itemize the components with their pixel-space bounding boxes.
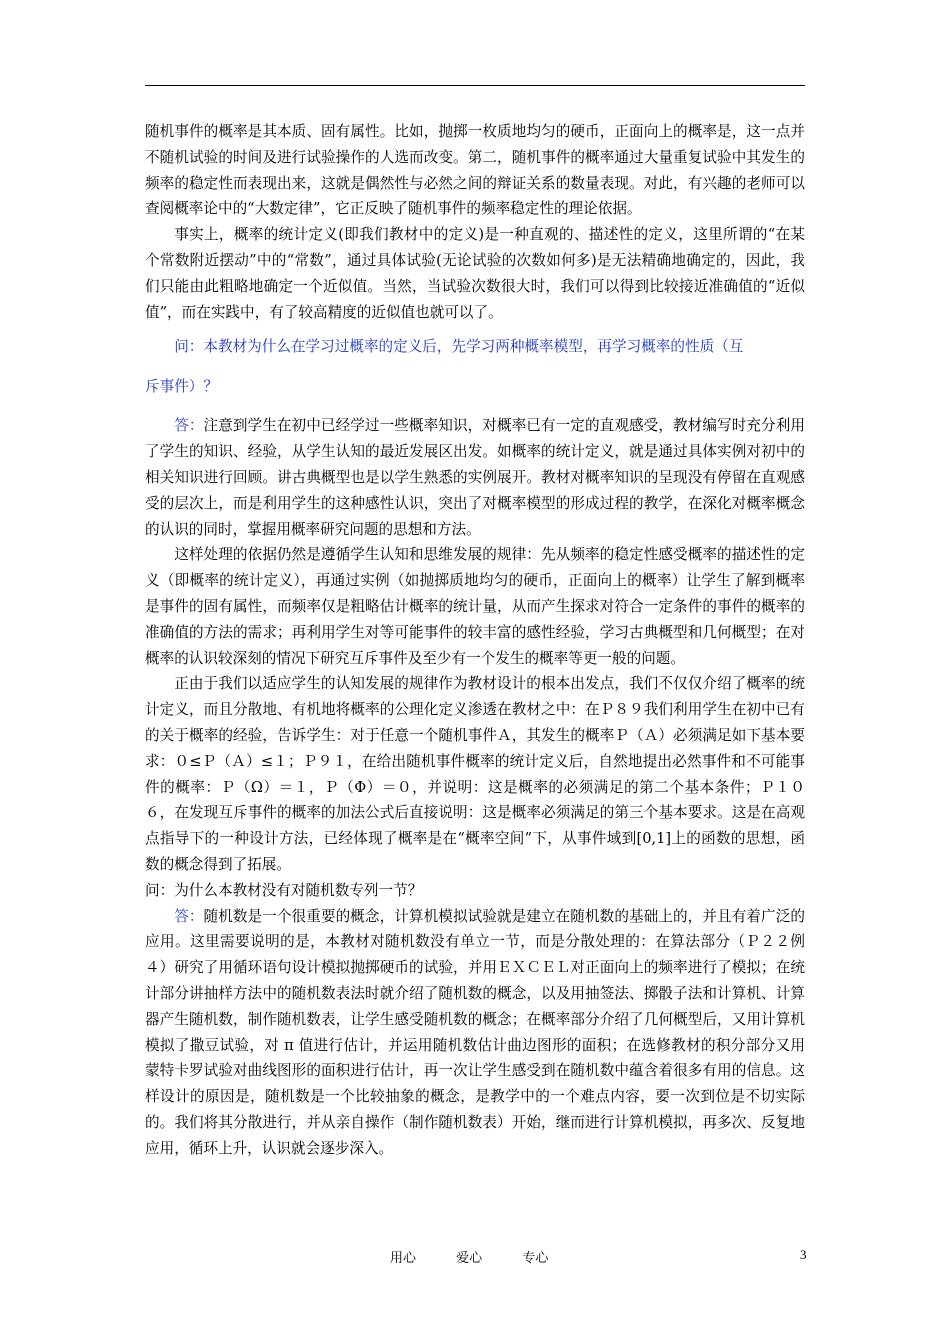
document-body <box>145 119 805 1161</box>
answer-2 <box>145 904 805 1162</box>
page-number: 3 <box>800 1247 807 1262</box>
answer-2-text: 随机数是一个很重要的概念，计算机模拟试验就是建立在随机数的基础上的，并且有着广泛的应用。这里需要说明的是，本教材对随机数没有单立一节，而是分散处理的：在算法部分（Ｐ２２例４）研究了用循环语句设计模拟抛掷硬币的试验，并用ＥＸＣＥＬ对正面向上的频率进行了模拟；在统计部分讲抽样方法中的随机数表法时就介绍了随机数的概念，以及用抽签法、掷骰子法和计算机、计算器产生随机数，制作随机数表，让学生感受随机数的概念；在概率部分介绍了几何概型后，又用计算机模拟了撒豆试验，对 π 值进行估计，并运用随机数估计曲边图形的面积；在选修教材的积分部分又用蒙特卡罗试验对曲线图形的面积进行估计，再一次让学生感受到在随机数中蕴含着很多有用的信息。这样设计的原因是，随机数是一个比较抽象的概念，是教学中的一个难点内容，要一次到位是不切实际的。我们将其分散进行，并从亲自操作（制作随机数表）开始，继而进行计算机模拟，再多次、反复地应用，循环上升，认识就会逐步深入。 <box>145 907 805 1157</box>
footer-motto-1: 用心 <box>390 1251 417 1266</box>
answer-1 <box>145 413 805 542</box>
header-rule <box>145 85 805 86</box>
paragraph-4: 正由于我们以适应学生的认知发展的规律作为教材设计的根本出发点，我们不仅仅介绍了概率的统计定义，而且分散地、有机地将概率的公理化定义渗透在教材之中：在Ｐ８９我们利用学生在初中已有的关于概率的经验，告诉学生：对于任意一个随机事件Ａ，其发生的概率Ｐ（Ａ）必须满足如下基本要求：０≤Ｐ（Ａ）≤１；Ｐ９１，在给出随机事件概率的统计定义后，自然地提出必然事件和不可能事件的概率：Ｐ（Ω）＝１，Ｐ（Φ）＝０，并说明：这是概率的必须满足的第二个基本条件；Ｐ１０６，在发现互斥事件的概率的加法公式后直接说明：这是概率必须满足的第三个基本要求。这是在高观点指导下的一种设计方法，已经体现了概率是在“概率空间”下，从事件域到[0,1]上的函数的思想，函数的概念得到了拓展。 <box>145 675 805 873</box>
question-2: 问：为什么本教材没有对随机数专列一节？ <box>145 881 423 899</box>
footer-motto-3: 专心 <box>522 1251 549 1266</box>
footer-motto <box>390 1247 584 1266</box>
paragraph-3: 这样处理的依据仍然是遵循学生认知和思维发展的规律：先从频率的稳定性感受概率的描述性的定义（即概率的统计定义），再通过实例（如抛掷质地均匀的硬币，正面向上的概率）让学生了解到概率是事件的固有属性，而频率仅是粗略估计概率的统计量，从而产生探求对符合一定条件的事件的概率的准确值的方法的需求；再利用学生对等可能事件的较丰富的感性经验，学习古典概型和几何概型；在对概率的认识较深刻的情况下研究互斥事件及至少有一个发生的概率等更一般的问题。 <box>145 546 805 667</box>
question-1-line1: 问：本教材为什么在学习过概率的定义后，先学习两种概率模型，再学习概率的性质（互 <box>174 338 744 356</box>
paragraph-2: 事实上，概率的统计定义(即我们教材中的定义)是一种直观的、描述性的定义，这里所谓的“在某个常数附近摆动”中的“常数”，通过具体试验(无论试验的次数如何多)是无法精确地确定的，因此，我们只能由此粗略地确定一个近似值。当然，当试验次数很大时，我们可以得到比较接近准确值的“近似值”，而在实践中，有了较高精度的近似值也就可以了。 <box>145 226 805 321</box>
page-footer <box>0 1247 950 1271</box>
question-1 <box>145 327 805 367</box>
answer-1-label: 答： <box>174 417 204 435</box>
answer-2-label: 答： <box>174 907 204 925</box>
question-1-cont: 斥事件）？ <box>145 378 218 396</box>
footer-motto-2: 爱心 <box>456 1251 483 1266</box>
paragraph-1: 随机事件的概率是其本质、固有属性。比如，抛掷一枚质地均匀的硬币，正面向上的概率是，这一点并不随机试验的时间及进行试验操作的人选而改变。第二，随机事件的概率通过大量重复试验中其发生的频率的稳定性而表现出来，这就是偶然性与必然之间的辩证关系的数量表现。对此，有兴趣的老师可以查阅概率论中的“大数定律”，它正反映了随机事件的频率稳定性的理论依据。 <box>145 123 805 218</box>
answer-1-text: 注意到学生在初中已经学过一些概率知识，对概率已有一定的直观感受，教材编写时充分利用了学生的知识、经验，从学生认知的最近发展区出发。如概率的统计定义，就是通过具体实例对初中的相关知识进行回顾。讲古典概型也是以学生熟悉的实例展开。教材对概率知识的呈现没有停留在直观感受的层次上，而是利用学生的这种感性认识，突出了对概率模型的形成过程的教学，在深化对概率概念的认识的同时，掌握用概率研究问题的思想和方法。 <box>145 417 805 538</box>
